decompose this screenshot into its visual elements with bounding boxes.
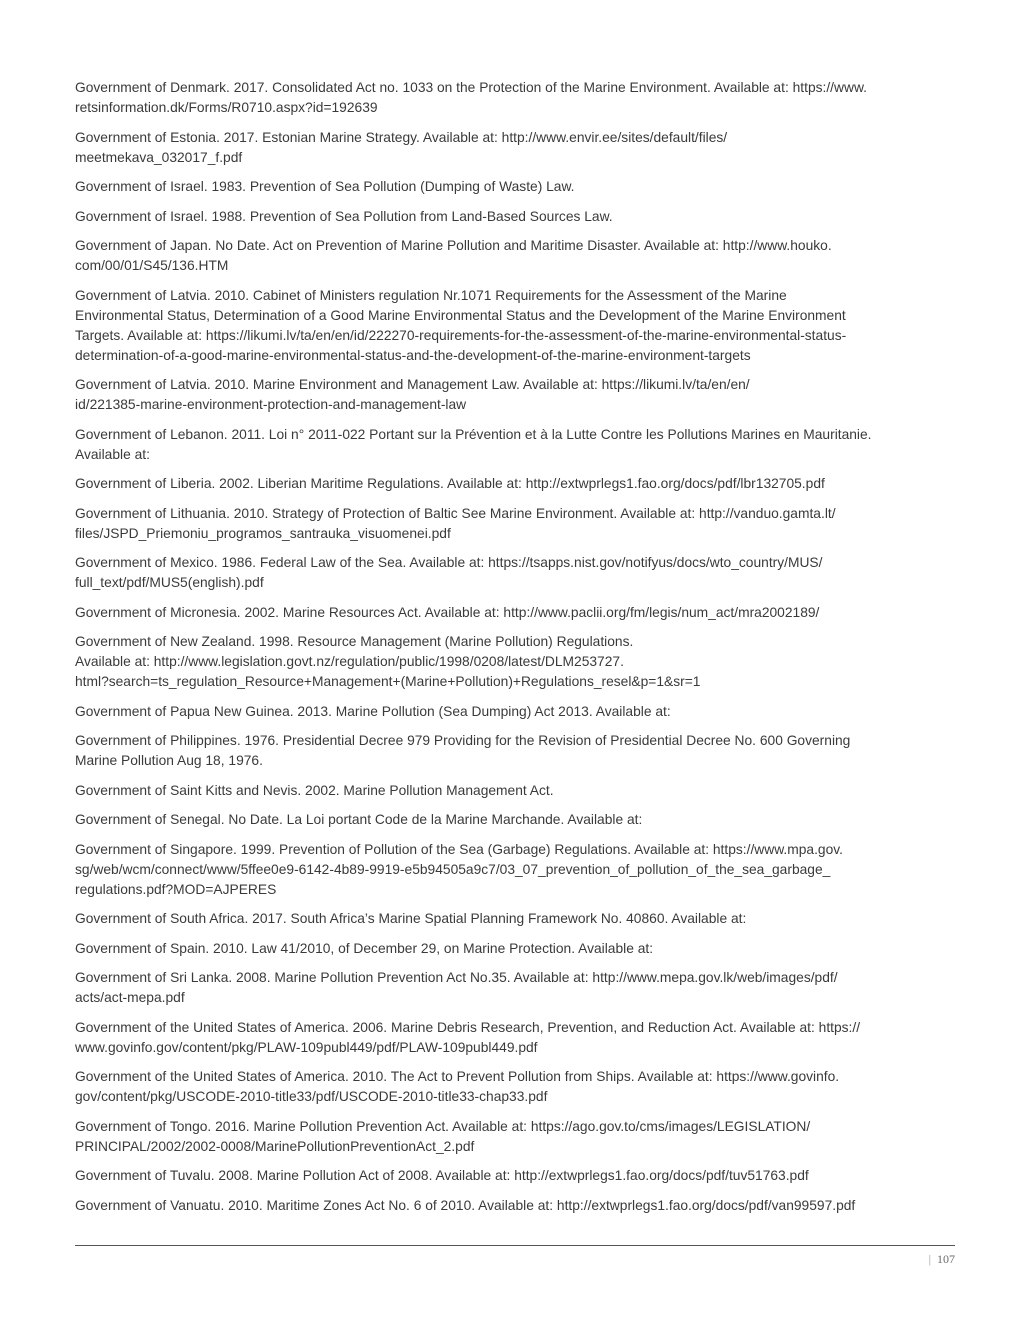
- reference-entry-mexico: Government of Mexico. 1986. Federal Law of the Sea. Available at: https://tsapps.nist.gov/notifyus/docs/wto_country/MUS/ full_text/pdf/MUS5(english).pdf: [75, 555, 823, 590]
- reference-entry-saint-kitts-nevis: Government of Saint Kitts and Nevis. 2002. Marine Pollution Management Act.: [75, 782, 554, 798]
- reference-entry-liberia: Government of Liberia. 2002. Liberian Maritime Regulations. Available at: http://extwprlegs1.fao.org/docs/pdf/lbr132705.pdf: [75, 476, 825, 491]
- reference-entry-micronesia: Government of Micronesia. 2002. Marine Resources Act. Available at: http://www.paclii.org/fm/legis/num_act/mra2002189/: [75, 604, 820, 620]
- reference-entry-singapore: Government of Singapore. 1999. Prevention of Pollution of the Sea (Garbage) Regulations. Available at: https://www.mpa.gov. sg/web/wcm/connect/www/5ffee0e9-6142-4b89-9919-e5b94505a9c7/03_07_prevention_of_pollution_of_the_sea_garbage_ regulations.pdf?MOD=AJPERES: [75, 841, 843, 897]
- reference-entry-senegal: Government of Senegal. No Date. La Loi portant Code de la Marine Marchande. Available at:: [75, 812, 643, 827]
- reference-entry-new-zealand: Government of New Zealand. 1998. Resource Management (Marine Pollution) Regulations. Available at: http://www.legislation.govt.nz/regulation/public/1998/0208/latest/DLM253727. html?search=ts_regulation_Resource+Management+(Marine+Pollution)+Regulations_resel&p=1&sr=1: [75, 634, 701, 689]
- reference-entry-israel-1983: Government of Israel. 1983. Prevention of Sea Pollution (Dumping of Waste) Law.: [75, 179, 575, 194]
- reference-entry-usa-2010: Government of the United States of America. 2010. The Act to Prevent Pollution from Ships. Available at: https://www.govinfo. gov/content/pkg/USCODE-2010-title33/pdf/USCODE-2010-title33-chap33.pdf: [75, 1069, 840, 1104]
- page-number-separator: |: [928, 1252, 931, 1266]
- page-footer: [929, 1252, 955, 1267]
- reference-list: [75, 78, 945, 1225]
- reference-entry-south-africa: Government of South Africa. 2017. South Africa’s Marine Spatial Planning Framework No. 40860. Available at:: [75, 911, 747, 926]
- reference-entry-latvia-regulation: Government of Latvia. 2010. Cabinet of Ministers regulation Nr.1071 Requirements for the Assessment of the Marine Environmental Status, Determination of a Good Marine Environmental Status and the Development of the Marine Environment Targets. Available at: https://likumi.lv/ta/en/en/id/222270-requirements-for-the-assessment-of-the-marine-environmental-status- determination-of-a-good-marine-environmental-status-and-the-development-of-the-marine-environment-targets: [75, 287, 847, 363]
- reference-entry-lebanon: Government of Lebanon. 2011. Loi n° 2011-022 Portant sur la Prévention et à la Lutte Contre les Pollutions Marines en Mauritanie. Available at:: [75, 426, 872, 462]
- reference-entry-papua-new-guinea: Government of Papua New Guinea. 2013. Marine Pollution (Sea Dumping) Act 2013. Available at:: [75, 703, 671, 719]
- reference-entry-tuvalu: Government of Tuvalu. 2008. Marine Pollution Act of 2008. Available at: http://extwprlegs1.fao.org/docs/pdf/tuv51763.pdf: [75, 1168, 809, 1183]
- reference-entry-vanuatu: Government of Vanuatu. 2010. Maritime Zones Act No. 6 of 2010. Available at: http://extwprlegs1.fao.org/docs/pdf/van99597.pdf: [75, 1197, 856, 1213]
- reference-entry-latvia-law: Government of Latvia. 2010. Marine Environment and Management Law. Available at: https://likumi.lv/ta/en/en/ id/221385-marine-environment-protection-and-management-law: [75, 377, 750, 412]
- reference-entry-estonia: Government of Estonia. 2017. Estonian Marine Strategy. Available at: http://www.envir.ee/sites/default/files/ meetmekava_032017_f.pdf: [75, 129, 728, 165]
- reference-entry-denmark: Government of Denmark. 2017. Consolidated Act no. 1033 on the Protection of the Marine Environment. Available at: https://www. retsinformation.dk/Forms/R0710.aspx?id=192639: [75, 80, 867, 115]
- reference-entry-spain: Government of Spain. 2010. Law 41/2010, of December 29, on Marine Protection. Available at:: [75, 940, 654, 956]
- footer-divider: [75, 1245, 955, 1246]
- page-number: 107: [937, 1252, 955, 1266]
- reference-entry-sri-lanka: Government of Sri Lanka. 2008. Marine Pollution Prevention Act No.35. Available at: http://www.mepa.gov.lk/web/images/pdf/ acts/act-mepa.pdf: [75, 970, 838, 1005]
- reference-entry-philippines: Government of Philippines. 1976. Presidential Decree 979 Providing for the Revision of Presidential Decree No. 600 Governing Marine Pollution Aug 18, 1976.: [75, 733, 851, 768]
- reference-entry-japan: Government of Japan. No Date. Act on Prevention of Marine Pollution and Maritime Disaster. Available at: http://www.houko. com/00/01/S45/136.HTM: [75, 238, 832, 273]
- reference-entry-israel-1988: Government of Israel. 1988. Prevention of Sea Pollution from Land-Based Sources Law.: [75, 208, 613, 224]
- reference-entry-tongo: Government of Tongo. 2016. Marine Pollution Prevention Act. Available at: https://ago.gov.to/cms/images/LEGISLATION/ PRINCIPAL/2002/2002-0008/MarinePollutionPreventionAct_2.pdf: [75, 1118, 811, 1154]
- reference-entry-usa-2006: Government of the United States of America. 2006. Marine Debris Research, Prevention, and Reduction Act. Available at: https:// www.govinfo.gov/content/pkg/PLAW-109publ449/pdf/PLAW-109publ449.pdf: [75, 1019, 861, 1055]
- reference-entry-lithuania: Government of Lithuania. 2010. Strategy of Protection of Baltic See Marine Environment. Available at: http://vanduo.gamta.lt/ files/JSPD_Priemoniu_programos_santrauka_visuomenei.pdf: [75, 505, 836, 541]
